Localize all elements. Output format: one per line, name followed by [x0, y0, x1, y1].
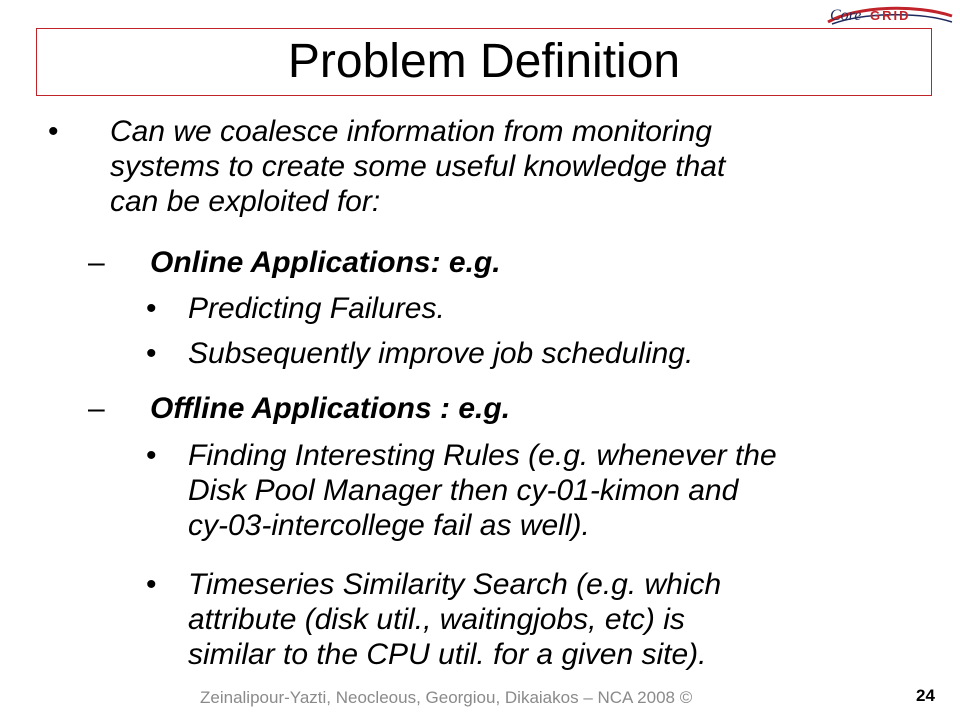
- bullet-marker: •: [146, 337, 157, 370]
- dash-marker: –: [88, 246, 105, 279]
- offline-heading: Offline Applications : e.g.: [150, 392, 511, 425]
- bullet-marker: •: [48, 115, 59, 148]
- bullet-marker: •: [146, 292, 157, 325]
- svg-text:GRID: GRID: [870, 8, 911, 23]
- slide-footer: Zeinalipour-Yazti, Neocleous, Georgiou, Dikaiakos – NCA 2008 ©: [200, 688, 693, 707]
- offline-item-2-line-2: attribute (disk util., waitingjobs, etc) is: [188, 603, 685, 636]
- bullet-marker: •: [146, 568, 157, 601]
- offline-item-1-line-3: cy-03-intercollege fail as well).: [188, 509, 590, 542]
- bullet-marker: •: [146, 439, 157, 472]
- online-heading: Online Applications: e.g.: [150, 246, 501, 279]
- coregrid-logo: [826, 2, 954, 28]
- main-bullet-line-1: Can we coalesce information from monitoring: [110, 115, 712, 148]
- offline-item-2-line-3: similar to the CPU util. for a given site).: [188, 638, 707, 671]
- svg-text:Core: Core: [830, 7, 862, 24]
- dash-marker: –: [88, 392, 105, 425]
- main-bullet-line-3: can be exploited for:: [110, 185, 381, 218]
- offline-item-1-line-1: Finding Interesting Rules (e.g. whenever the: [188, 439, 777, 472]
- online-item-2: Subsequently improve job scheduling.: [188, 337, 694, 370]
- main-bullet-line-2: systems to create some useful knowledge that: [110, 150, 726, 183]
- online-item-1: Predicting Failures.: [188, 292, 445, 325]
- slide-title: Problem Definition: [287, 35, 681, 88]
- offline-item-1-line-2: Disk Pool Manager then cy-01-kimon and: [188, 474, 739, 507]
- page-number: 24: [916, 686, 935, 705]
- coregrid-logo-graphic: [826, 2, 954, 28]
- offline-item-2-line-1: Timeseries Similarity Search (e.g. which: [188, 568, 722, 601]
